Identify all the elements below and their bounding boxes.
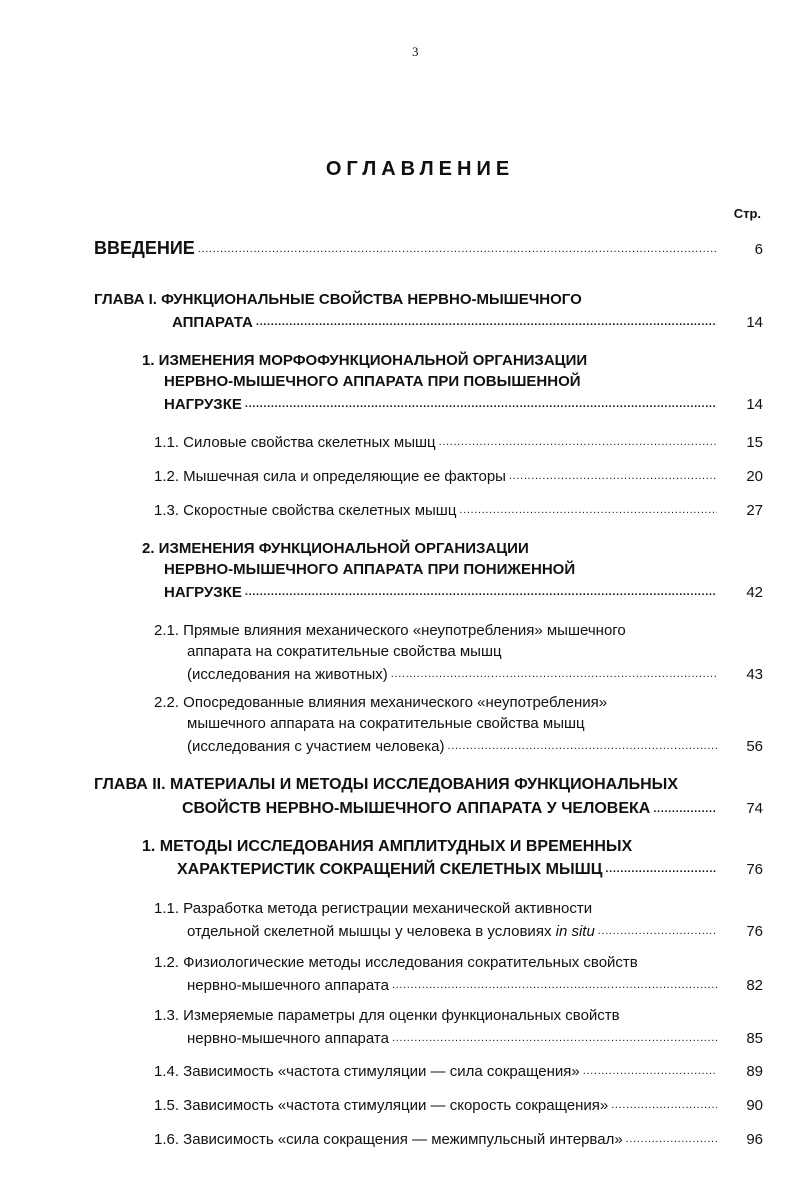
- toc-entry-line: [187, 921, 595, 942]
- toc-entry-line: АППАРАТА: [172, 314, 253, 331]
- toc-entry-line: (исследования с участием человека): [187, 738, 445, 755]
- toc-entry-line: НАГРУЗКЕ: [164, 396, 242, 413]
- dot-leader: [611, 1093, 717, 1116]
- toc-page-number: 43: [746, 666, 763, 683]
- dot-leader: [583, 1059, 717, 1082]
- toc-entry-line: НЕРВНО-МЫШЕЧНОГО АППАРАТА ПРИ ПОНИЖЕННОЙ: [164, 561, 576, 578]
- toc-entry-line: ГЛАВА II. МАТЕРИАЛЫ И МЕТОДЫ ИССЛЕДОВАНИЯ ФУНКЦИОНАЛЬНЫХ: [94, 776, 678, 793]
- toc-entry-line: 1. ИЗМЕНЕНИЯ МОРФОФУНКЦИОНАЛЬНОЙ ОРГАНИЗАЦИИ: [142, 352, 588, 369]
- dot-leader: [439, 430, 717, 453]
- toc-page-number: 85: [746, 1030, 763, 1047]
- toc-entry-m1-2[interactable]: [154, 952, 763, 996]
- toc-entry-m1-6[interactable]: [154, 1127, 763, 1150]
- dot-leader: [198, 237, 717, 260]
- toc-page-number: 76: [746, 861, 763, 878]
- toc-entry-line: 1.3. Измеряемые параметры для оценки функциональных свойств: [154, 1007, 620, 1024]
- dot-leader: [391, 662, 717, 685]
- dot-leader: [509, 464, 717, 487]
- toc-entry-text: 1.6. Зависимость «сила сокращения — межимпульсный интервал»: [154, 1131, 623, 1148]
- toc-entry-line: ГЛАВА I. ФУНКЦИОНАЛЬНЫЕ СВОЙСТВА НЕРВНО-МЫШЕЧНОГО: [94, 291, 582, 308]
- toc-entry-line: НЕРВНО-МЫШЕЧНОГО АППАРАТА ПРИ ПОВЫШЕННОЙ: [164, 373, 581, 390]
- toc-entry-line: 1.1. Разработка метода регистрации механической активности: [154, 900, 593, 917]
- page-column-label: Стр.: [733, 206, 761, 221]
- toc-entry-line: 1.2. Физиологические методы исследования сократительных свойств: [154, 954, 638, 971]
- toc-page-number: 96: [746, 1131, 763, 1148]
- toc-entry-text: 1.3. Скоростные свойства скелетных мышц: [154, 502, 457, 519]
- toc-entry-2-1[interactable]: [154, 620, 763, 685]
- toc-entry-line: (исследования на животных): [187, 666, 388, 683]
- dot-leader: [256, 310, 717, 333]
- dot-leader: [459, 498, 717, 521]
- toc-page-number: 14: [746, 396, 763, 413]
- dot-leader: [605, 857, 717, 880]
- toc-entry-section-1[interactable]: [142, 350, 763, 415]
- dot-leader: [245, 580, 717, 603]
- toc-entry-text: 1.2. Мышечная сила и определяющие ее факторы: [154, 468, 506, 485]
- dot-leader: [626, 1127, 717, 1150]
- toc-title: ОГЛАВЛЕНИЕ: [325, 158, 515, 180]
- toc-entry-text: ВВЕДЕНИЕ: [94, 238, 195, 258]
- toc-page-number: 82: [746, 977, 763, 994]
- toc-page-number: 89: [746, 1063, 763, 1080]
- dot-leader: [598, 919, 717, 942]
- toc-entry-line: нервно-мышечного аппарата: [187, 977, 389, 994]
- toc-entry-m1-3[interactable]: [154, 1005, 763, 1049]
- toc-entry-m1-1[interactable]: [154, 898, 763, 942]
- toc-page-number: 74: [746, 800, 763, 817]
- toc-entry-2-2[interactable]: [154, 692, 763, 757]
- toc-entry-methods-1[interactable]: [142, 836, 763, 880]
- toc-entry-line: мышечного аппарата на сократительные свойства мышц: [187, 715, 585, 732]
- toc-entry-italic: in situ: [555, 923, 595, 940]
- toc-entry-intro[interactable]: [94, 236, 763, 260]
- toc-entry-line: 2.1. Прямые влияния механического «неупотребления» мышечного: [154, 622, 626, 639]
- toc-entry-1-2[interactable]: [154, 464, 763, 487]
- toc-entry-m1-5[interactable]: [154, 1093, 763, 1116]
- toc-page-number: 56: [746, 738, 763, 755]
- toc-entry-section-2[interactable]: [142, 538, 763, 603]
- dot-leader: [448, 734, 717, 757]
- toc-entry-line: нервно-мышечного аппарата: [187, 1030, 389, 1047]
- toc-entry-line-text: отдельной скелетной мышцы у человека в условиях: [187, 923, 556, 940]
- page-number: 3: [412, 44, 419, 59]
- toc-page-number: 14: [746, 314, 763, 331]
- toc-page-number: 6: [754, 241, 763, 258]
- toc-entry-text: 1.5. Зависимость «частота стимуляции — скорость сокращения»: [154, 1097, 609, 1114]
- toc-page-number: 42: [746, 584, 763, 601]
- dot-leader: [392, 1026, 717, 1049]
- toc-page-number: 20: [746, 468, 763, 485]
- toc-entry-1-1[interactable]: [154, 430, 763, 453]
- toc-entry-text: 1.4. Зависимость «частота стимуляции — сила сокращения»: [154, 1063, 580, 1080]
- toc-page-number: 27: [746, 502, 763, 519]
- toc-entry-chapter-2[interactable]: [94, 773, 763, 820]
- toc-entry-line: ХАРАКТЕРИСТИК СОКРАЩЕНИЙ СКЕЛЕТНЫХ МЫШЦ: [177, 861, 603, 878]
- toc-entry-line: 2. ИЗМЕНЕНИЯ ФУНКЦИОНАЛЬНОЙ ОРГАНИЗАЦИИ: [142, 540, 529, 557]
- toc-entry-line: 2.2. Опосредованные влияния механического «неупотребления»: [154, 694, 608, 711]
- toc-entry-m1-4[interactable]: [154, 1059, 763, 1082]
- toc-entry-line: СВОЙСТВ НЕРВНО-МЫШЕЧНОГО АППАРАТА У ЧЕЛОВЕКА: [182, 800, 651, 817]
- toc-page-number: 90: [746, 1097, 763, 1114]
- toc-entry-text: 1.1. Силовые свойства скелетных мышц: [154, 434, 436, 451]
- toc-entry-line: НАГРУЗКЕ: [164, 584, 242, 601]
- toc-entry-line: 1. МЕТОДЫ ИССЛЕДОВАНИЯ АМПЛИТУДНЫХ И ВРЕМЕННЫХ: [142, 838, 633, 855]
- toc-entry-line: аппарата на сократительные свойства мышц: [187, 643, 502, 660]
- dot-leader: [392, 973, 717, 996]
- toc-page-number: 15: [746, 434, 763, 451]
- toc-entry-1-3[interactable]: [154, 498, 763, 521]
- dot-leader: [245, 392, 717, 415]
- toc-page-number: 76: [746, 923, 763, 940]
- toc-entry-chapter-1[interactable]: [94, 289, 763, 333]
- dot-leader: [653, 797, 717, 820]
